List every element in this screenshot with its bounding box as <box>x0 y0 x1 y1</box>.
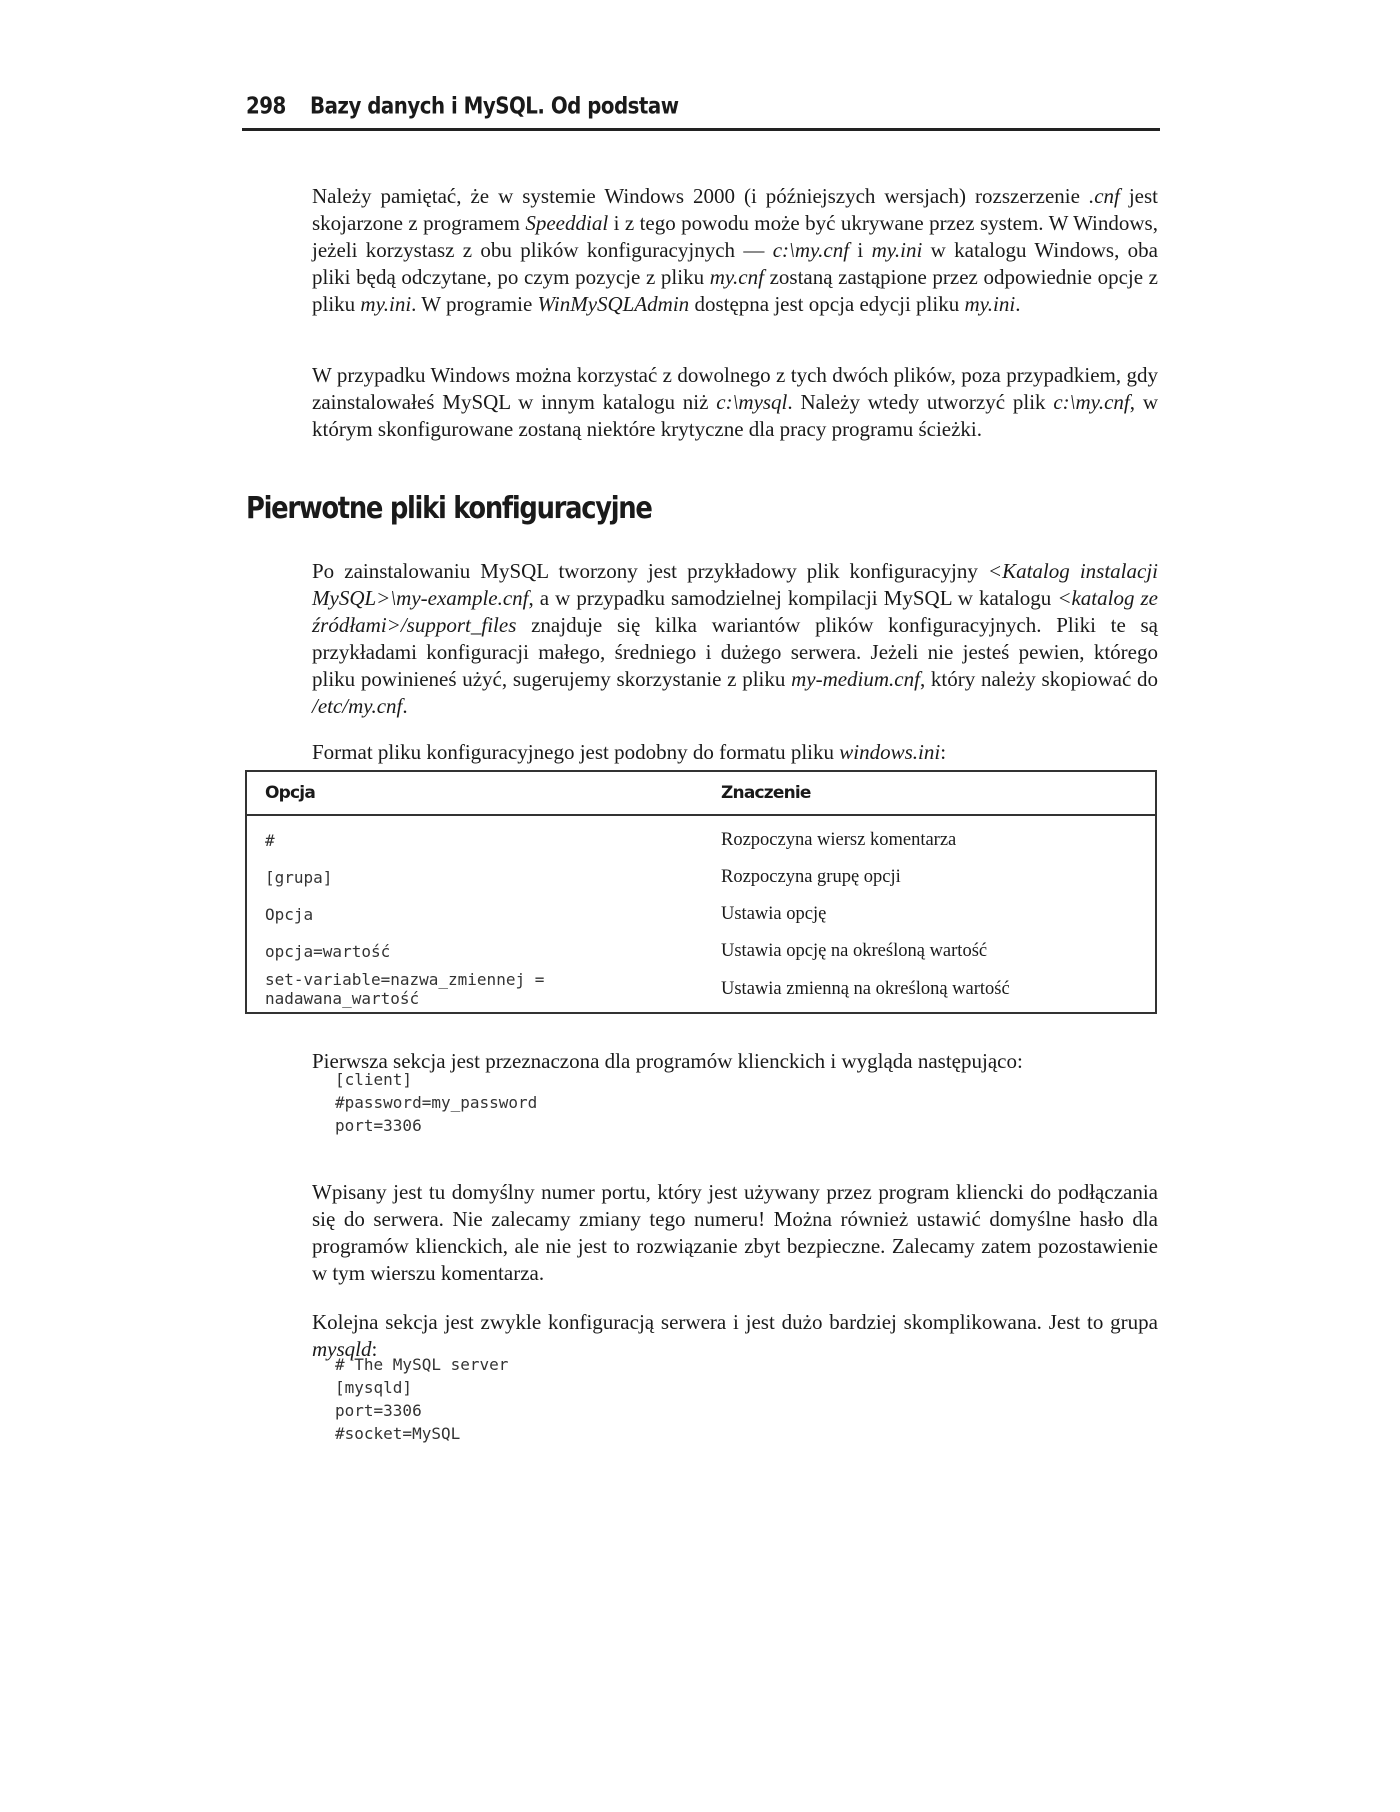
column-header-meaning: Znaczenie <box>703 771 1156 815</box>
meaning-cell: Rozpoczyna grupę opcji <box>721 867 901 887</box>
text-run: , który należy skopiować do <box>919 667 1158 691</box>
text-run: . W programie <box>411 292 538 316</box>
italic-text: .cnf <box>1088 184 1120 208</box>
text-run: . <box>1015 292 1021 316</box>
options-table <box>245 770 1157 1014</box>
text-run: : <box>940 740 947 764</box>
text-run: Pierwsza sekcja jest przeznaczona dla programów klienckich i wygląda następująco: <box>312 1049 1023 1073</box>
text-run: zostaną zastąpione przez odpowiednie opcje z pliku <box>312 265 1159 316</box>
text-run: W przypadku Windows można korzystać z dowolnego z tych dwóch plików, poza przypadkiem, gdy zainstalowałeś MySQL w innym katalogu niż <box>312 363 1158 414</box>
italic-text: my.ini <box>360 292 412 316</box>
italic-text: <katalog ze źródłami>/support_files <box>312 586 1158 637</box>
paragraph <box>312 739 1158 766</box>
table-row <box>246 933 1156 970</box>
running-header <box>242 92 1160 131</box>
code-line: #password=my_password <box>335 1093 538 1112</box>
meaning-cell: Ustawia opcję na określoną wartość <box>721 941 988 961</box>
text-run: Kolejna sekcja jest zwykle konfiguracją serwera i jest dużo bardziej skomplikowana. Jest to grupa <box>312 1310 1158 1334</box>
text-run: Wpisany jest tu domyślny numer portu, który jest używany przez program kliencki do podłączania się do serwera. Nie zalecamy zmiany tego numeru! Można również ustawić domyślne hasło dla programów klienckich, ale nie jest to rozwiązanie zbyt bezpieczne. Zalecamy zatem pozostawienie w tym wierszu komentarza. <box>312 1180 1158 1285</box>
code-line: #socket=MySQL <box>335 1424 461 1443</box>
italic-text: c:\mysql <box>716 390 788 414</box>
code-block <box>335 1068 537 1137</box>
text-run: dostępna jest opcja edycji pliku <box>689 292 965 316</box>
table-row <box>246 859 1156 896</box>
text-run: Należy pamiętać, że w systemie Windows 2000 (i późniejszych wersjach) rozszerzenie <box>312 184 1089 208</box>
section-heading: Pierwotne pliki konfiguracyjne <box>246 490 652 526</box>
code-line: port=3306 <box>335 1401 422 1420</box>
option-cell: Opcja <box>265 905 314 924</box>
option-cell: [grupa] <box>265 868 333 887</box>
italic-text: my.ini <box>871 238 923 262</box>
text-run: . <box>402 694 408 718</box>
column-header-option: Opcja <box>246 771 703 815</box>
italic-text: /etc/my.cnf <box>312 694 403 718</box>
meaning-cell: Rozpoczyna wiersz komentarza <box>721 830 957 850</box>
code-line: [mysqld] <box>335 1378 413 1397</box>
text-run: , w którym skonfigurowane zostaną niektóre krytyczne dla pracy programu ścieżki. <box>312 390 1158 441</box>
italic-text: WinMySQLAdmin <box>537 292 690 316</box>
text-run: i z tego powodu może być ukrywane przez system. W Windows, jeżeli korzystasz z obu plików konfiguracyjnych — <box>312 211 1158 262</box>
paragraph <box>312 362 1158 443</box>
italic-text: c:\my.cnf <box>1053 390 1130 414</box>
option-cell: set-variable=nazwa_zmiennej = nadawana_wartość <box>265 970 545 1008</box>
table-row <box>246 970 1156 1013</box>
text-run: i <box>849 238 872 262</box>
option-cell: opcja=wartość <box>265 942 391 961</box>
paragraph <box>312 183 1158 318</box>
text-run: Po zainstalowaniu MySQL tworzony jest przykładowy plik konfiguracyjny <box>312 559 988 583</box>
text-run: , a w przypadku samodzielnej kompilacji MySQL w katalogu <box>528 586 1058 610</box>
text-run: Format pliku konfiguracyjnego jest podobny do formatu pliku <box>312 740 840 764</box>
code-line: # The MySQL server <box>335 1355 509 1374</box>
meaning-cell: Ustawia zmienną na określoną wartość <box>721 978 1010 999</box>
text-run: w katalogu Windows, oba pliki będą odczytane, po czym pozycje z pliku <box>312 238 1158 289</box>
code-block <box>335 1353 508 1445</box>
italic-text: Speeddial <box>525 211 609 235</box>
option-cell: # <box>265 831 275 850</box>
italic-text: <Katalog instalacji MySQL>\my-example.cnf <box>312 559 1158 610</box>
code-line: port=3306 <box>335 1116 422 1135</box>
italic-text: my.ini <box>964 292 1016 316</box>
italic-text: my-medium.cnf <box>791 667 920 691</box>
text-run: znajduje się kilka wariantów plików konfiguracyjnych. Pliki te są przykładami konfiguracji małego, średniego i dużego serwera. Jeżeli nie jesteś pewien, którego pliku powinieneś użyć, sugerujemy skorzystanie z pliku <box>312 613 1158 691</box>
paragraph <box>312 558 1158 720</box>
text-run: . Należy wtedy utworzyć plik <box>787 390 1054 414</box>
italic-text: my.cnf <box>709 265 764 289</box>
table-row <box>246 815 1156 859</box>
table-row <box>246 896 1156 933</box>
paragraph <box>312 1179 1158 1287</box>
text-run: : <box>371 1337 378 1361</box>
italic-text: c:\my.cnf <box>772 238 850 262</box>
page-number: 298 <box>246 93 286 120</box>
italic-text: windows.ini <box>839 740 941 764</box>
meaning-cell: Ustawia opcję <box>721 904 827 924</box>
italic-text: mysqld <box>312 1337 372 1361</box>
table-header-row <box>246 771 1156 815</box>
code-line: [client] <box>335 1070 413 1089</box>
book-title: Bazy danych i MySQL. Od podstaw <box>310 93 679 120</box>
text-run: jest skojarzone z programem <box>312 184 1158 235</box>
